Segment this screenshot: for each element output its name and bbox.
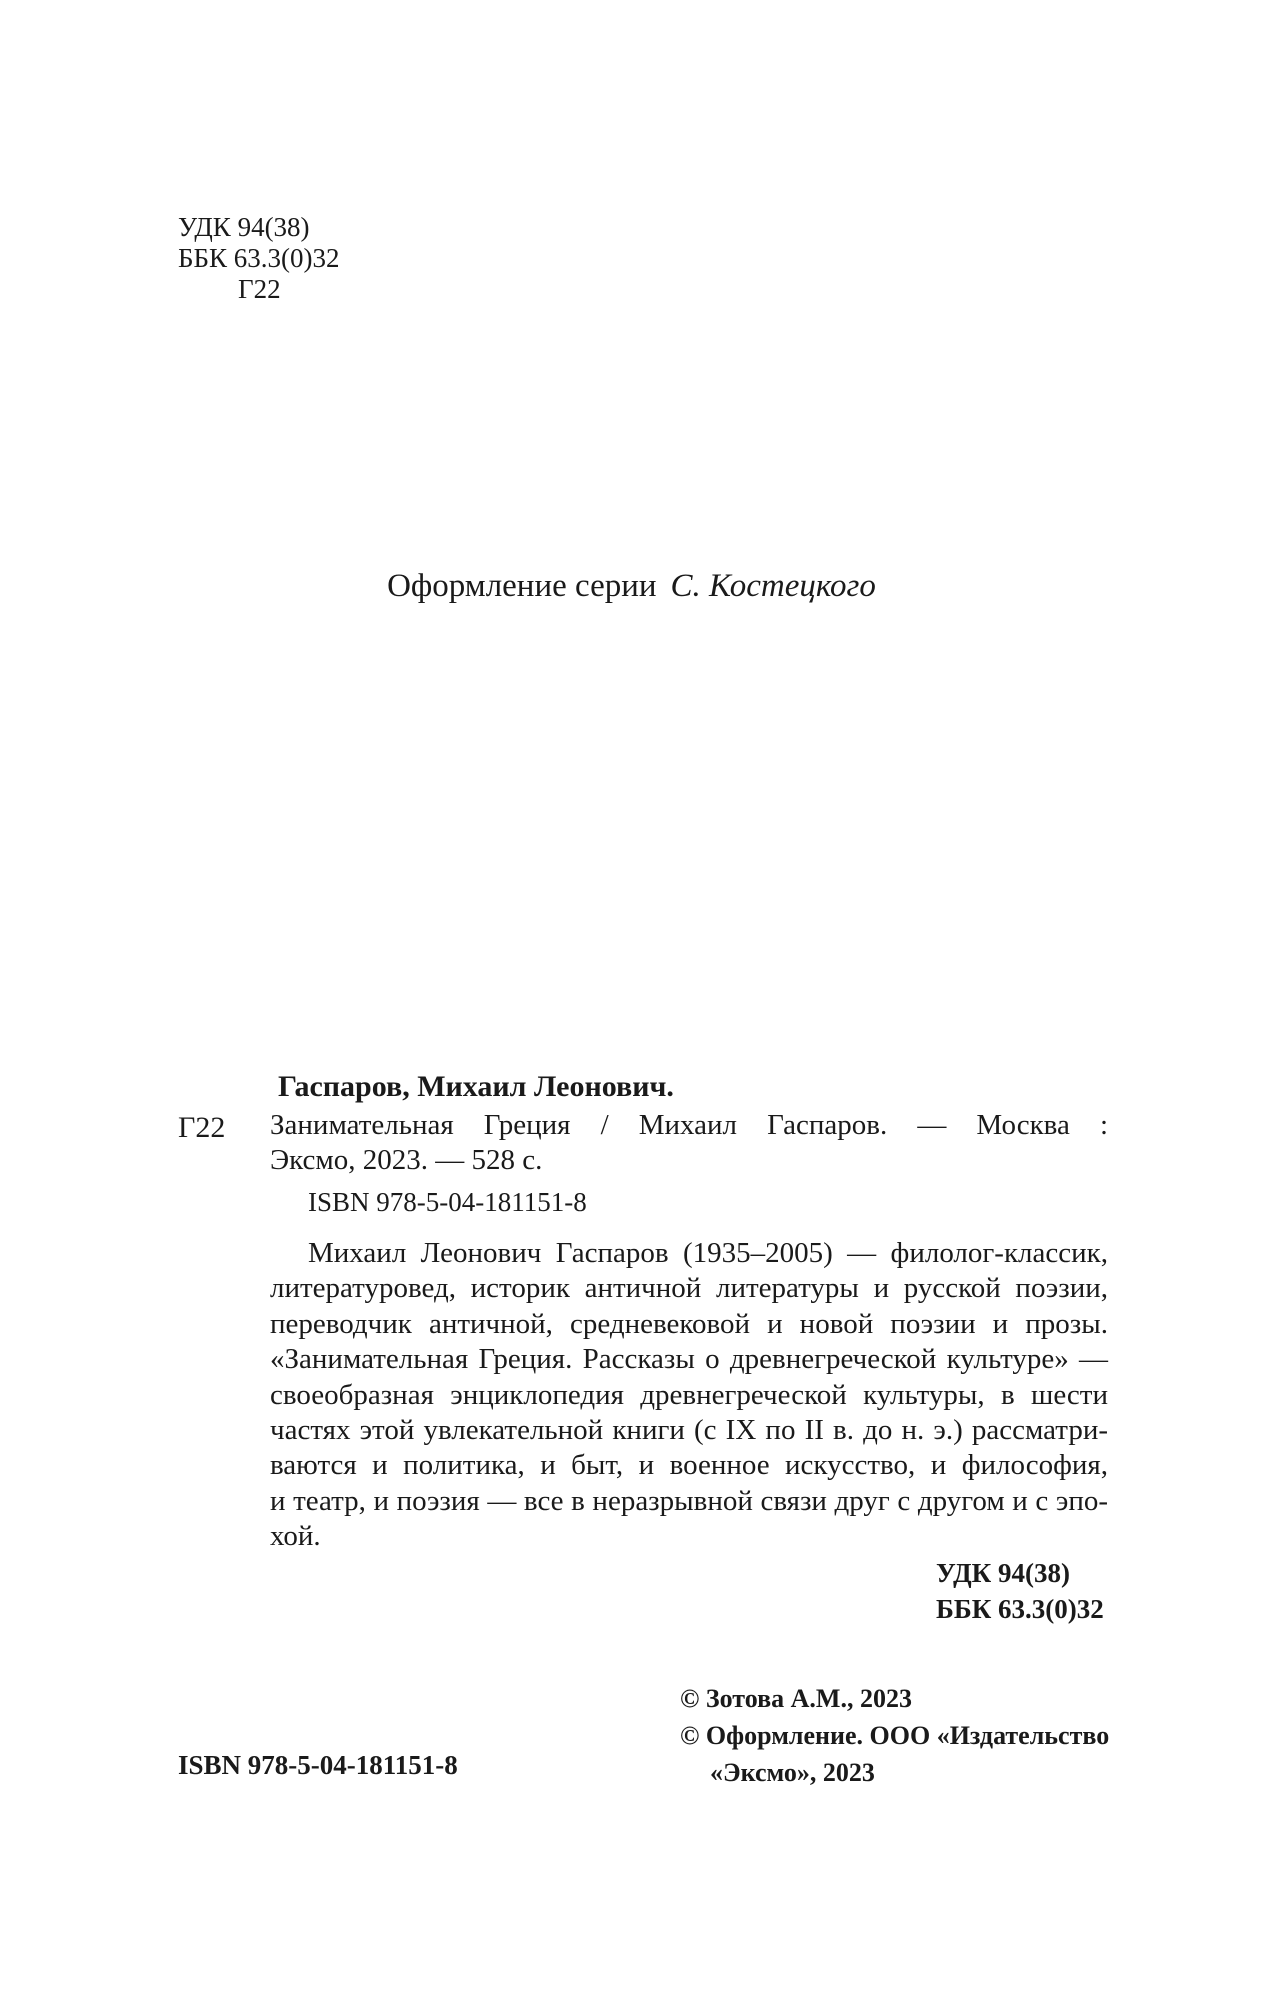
annotation-line: хой.	[270, 1520, 321, 1553]
annotation	[270, 1236, 1108, 1555]
copyright-line: © Оформление. ООО «Издательство	[680, 1721, 1110, 1750]
bbk-code: ББК 63.3(0)32	[936, 1594, 1104, 1624]
title-line: Эксмо, 2023. — 528 с.	[270, 1144, 543, 1177]
author-heading: Гаспаров, Михаил Леонович.	[278, 1070, 674, 1103]
annotation-line: переводчик античной, средневековой и новой поэзии и прозы.	[270, 1307, 1108, 1340]
annotation-line: «Занимательная Греция. Рассказы о древнегреческой культуре» —	[270, 1343, 1108, 1376]
series-designer-name: С. Костецкого	[670, 568, 876, 604]
index-code: Г22	[178, 1111, 226, 1144]
series-design-credit	[0, 568, 1263, 605]
udk-code: УДК 94(38)	[178, 212, 310, 242]
series-design-label: Оформление серии	[387, 568, 657, 604]
annotation-line: и театр, и поэзия — все в неразрывной связи друг с другом и с эпо-	[270, 1484, 1108, 1517]
annotation-line: ваются и политика, и быт, и военное искусство, и философия,	[270, 1449, 1108, 1482]
isbn-record: ISBN 978-5-04-181151-8	[308, 1187, 587, 1217]
annotation-line: литературовед, историк античной литературы и русской поэзии,	[270, 1272, 1108, 1305]
isbn-bottom: ISBN 978-5-04-181151-8	[178, 1750, 458, 1780]
copyright-block	[680, 1680, 1109, 1791]
annotation-line: Михаил Леонович Гаспаров (1935–2005) — филолог-классик,	[308, 1237, 1108, 1269]
top-classification-codes	[178, 212, 340, 305]
copyright-line: © Зотова А.М., 2023	[680, 1684, 912, 1713]
copyright-line: «Эксмо», 2023	[710, 1758, 875, 1787]
bottom-classification-codes	[936, 1555, 1104, 1627]
title-description	[270, 1108, 1108, 1179]
annotation-line: своеобразная энциклопедия древнегреческой культуры, в шести	[270, 1378, 1108, 1411]
bbk-code: ББК 63.3(0)32	[178, 243, 340, 273]
title-line: Занимательная Греция / Михаил Гаспаров. — Москва :	[270, 1109, 1108, 1141]
author-mark: Г22	[238, 274, 281, 304]
udk-code: УДК 94(38)	[936, 1558, 1070, 1588]
annotation-line: частях этой увлекательной книги (с IX по II в. до н. э.) рассматри-	[270, 1414, 1108, 1447]
